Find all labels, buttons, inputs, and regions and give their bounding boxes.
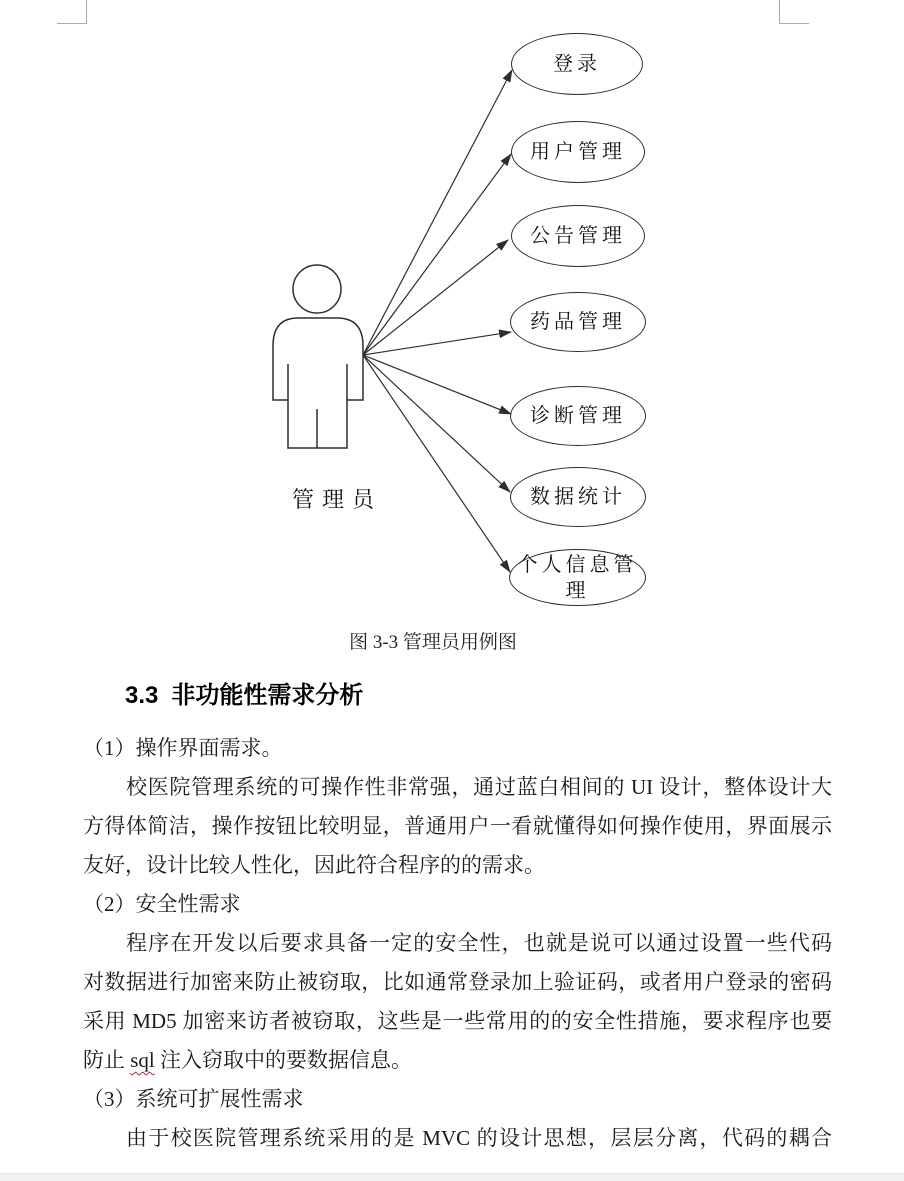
body-line: （1）操作界面需求。 (83, 736, 283, 760)
body-line-segment: 防止 (83, 1048, 131, 1072)
association-line-diagnosis-management (363, 355, 511, 414)
use-case-diagnosis-management-label: 诊断管理 (530, 404, 626, 427)
use-case-personal-info-management (509, 549, 646, 606)
use-case-user-management (511, 121, 645, 183)
body-line: 由于校医院管理系统采用的是 MVC 的设计思想，层层分离，代码的耦合 (126, 1126, 832, 1150)
body-line: 程序在开发以后要求具备一定的安全性，也就是说可以通过设置一些代码 (126, 931, 832, 955)
use-case-announcement-management-label: 公告管理 (530, 224, 626, 247)
body-line: 方得体简洁，操作按钮比较明显，普通用户一看就懂得如何操作使用，界面展示 (83, 814, 832, 838)
use-case-diagnosis-management (510, 386, 646, 446)
use-case-announcement-management (511, 205, 645, 267)
body-text (83, 729, 832, 1158)
figure-caption: 图 3-3 管理员用例图 (349, 632, 517, 653)
actor-head (293, 265, 341, 313)
use-case-data-statistics (510, 467, 646, 527)
body-line: （3）系统可扩展性需求 (83, 1087, 304, 1111)
body-line (83, 1041, 832, 1080)
page-gap-strip (0, 1173, 904, 1181)
section-heading-title: 非功能性需求分析 (171, 682, 364, 709)
use-case-user-management-label: 用户管理 (530, 140, 626, 163)
body-line: 采用 MD5 加密来访者被窃取，这些是一些常用的的安全性措施，要求程序也要 (83, 1009, 832, 1033)
actor-body (273, 318, 363, 448)
use-case-personal-info-management-label: 个人信息管理 (517, 553, 638, 602)
body-line: 友好，设计比较人性化，因此符合程序的的需求。 (83, 853, 545, 877)
body-line: 校医院管理系统的可操作性非常强，通过蓝白相间的 UI 设计，整体设计大 (126, 775, 832, 799)
use-case-data-statistics-label: 数据统计 (530, 485, 626, 508)
section-heading (125, 681, 363, 711)
association-line-medicine-management (363, 332, 511, 355)
use-case-medicine-management (510, 292, 646, 352)
association-line-personal-info (363, 355, 510, 572)
spellcheck-flagged-word: sql (130, 1048, 155, 1072)
section-heading-number: 3.3 (125, 682, 159, 709)
body-line: 对数据进行加密来防止被窃取，比如通常登录加上验证码，或者用户登录的密码 (83, 970, 832, 994)
body-line-segment: 注入窃取中的要数据信息。 (154, 1048, 413, 1072)
association-line-data-statistics (363, 355, 510, 492)
body-line: （2）安全性需求 (83, 892, 241, 916)
use-case-login (511, 33, 643, 95)
actor-figure-icon (273, 265, 363, 448)
use-case-medicine-management-label: 药品管理 (530, 310, 626, 333)
association-line-login (363, 70, 512, 355)
use-case-login-label: 登录 (553, 52, 601, 75)
actor-label: 管理员 (291, 487, 382, 512)
